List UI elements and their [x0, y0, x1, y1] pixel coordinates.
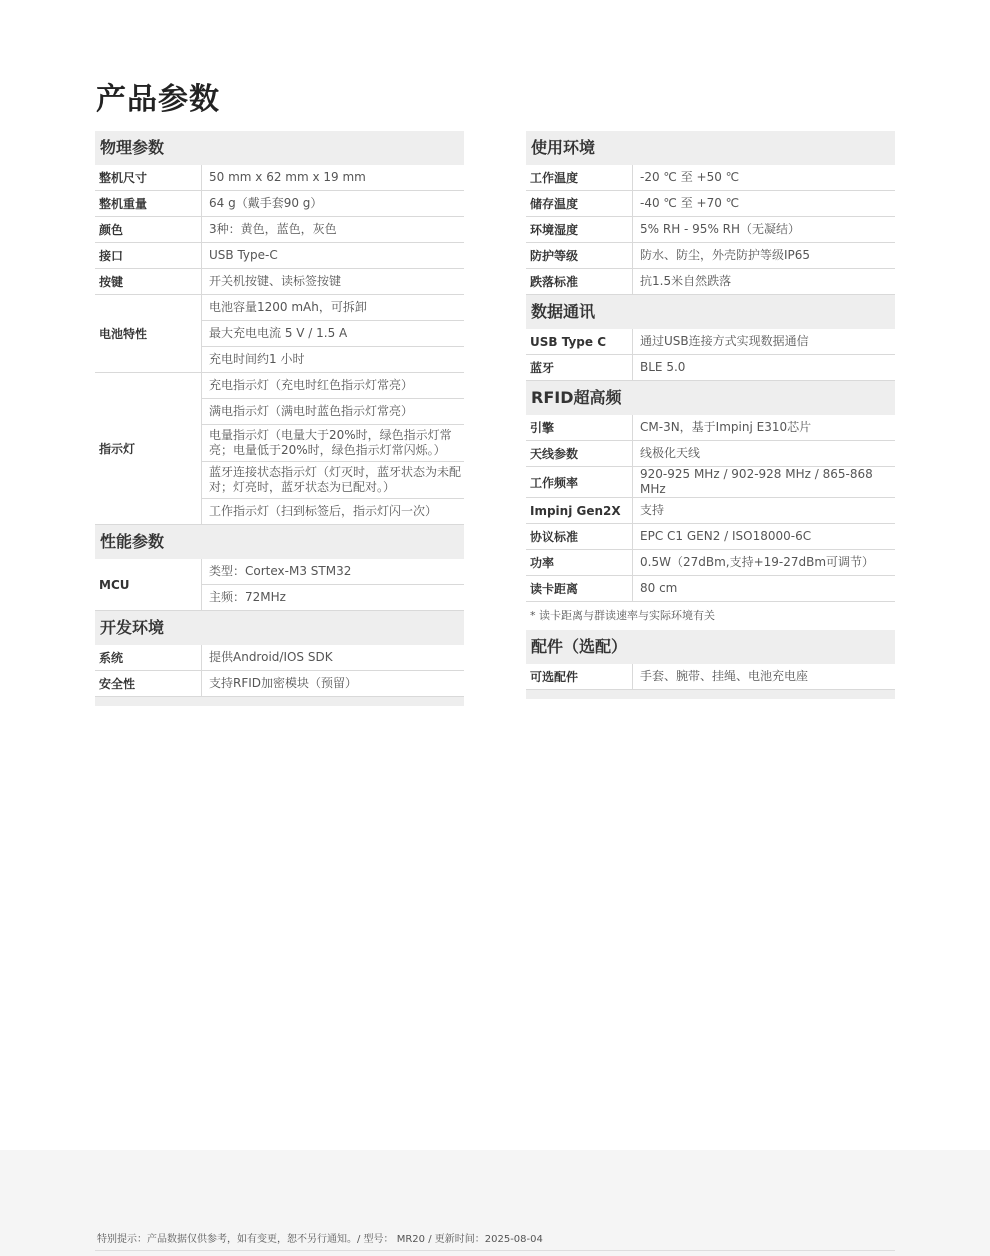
- accessories-spec-table: [526, 664, 895, 690]
- table-row: [526, 269, 895, 295]
- spec-value: EPC C1 GEN2 / ISO18000-6C: [633, 524, 896, 550]
- spec-key: 接口: [95, 243, 202, 269]
- spec-key: 跌落标准: [526, 269, 633, 295]
- spec-value: 50 mm x 62 mm x 19 mm: [202, 165, 465, 191]
- section-end-bar: [95, 697, 464, 706]
- table-row: [95, 269, 464, 295]
- spec-value: 支持: [633, 498, 896, 524]
- table-row: [526, 329, 895, 355]
- table-row: [526, 217, 895, 243]
- spec-value: 80 cm: [633, 576, 896, 602]
- table-row: [95, 243, 464, 269]
- table-row: [526, 165, 895, 191]
- table-row: [526, 524, 895, 550]
- table-row: [95, 645, 464, 671]
- spec-key: MCU: [95, 559, 202, 611]
- section-end-bar: [526, 690, 895, 699]
- spec-key: 整机尺寸: [95, 165, 202, 191]
- section-title-performance: 性能参数: [95, 525, 464, 559]
- spec-value: 920-925 MHz / 902-928 MHz / 865-868 MHz: [633, 467, 896, 498]
- spec-value: 充电指示灯（充电时红色指示灯常亮）: [202, 373, 465, 399]
- spec-value: 电池容量1200 mAh，可拆卸: [202, 295, 465, 321]
- spec-key: 系统: [95, 645, 202, 671]
- rfid-note: * 读卡距离与群读速率与实际环境有关: [530, 609, 715, 622]
- physical-spec-table: [95, 165, 464, 525]
- table-row: [95, 191, 464, 217]
- right-column: [526, 131, 895, 699]
- spec-value: 类型：Cortex-M3 STM32: [202, 559, 465, 585]
- spec-key: 工作频率: [526, 467, 633, 498]
- dev-spec-table: [95, 645, 464, 697]
- table-row: [95, 217, 464, 243]
- table-row: [526, 550, 895, 576]
- spec-value: 提供Android/IOS SDK: [202, 645, 465, 671]
- table-row: [95, 671, 464, 697]
- spec-key: 协议标准: [526, 524, 633, 550]
- rfid-spec-table: [526, 415, 895, 602]
- footer-divider: [95, 1250, 895, 1251]
- spec-key: 颜色: [95, 217, 202, 243]
- table-row: [526, 355, 895, 381]
- spec-value: BLE 5.0: [633, 355, 896, 381]
- spec-value: 手套、腕带、挂绳、电池充电座: [633, 664, 896, 690]
- spec-key: 防护等级: [526, 243, 633, 269]
- spec-value: 充电时间约1 小时: [202, 347, 465, 373]
- spec-key: 天线参数: [526, 441, 633, 467]
- spec-value: 防水、防尘，外壳防护等级IP65: [633, 243, 896, 269]
- spec-value: 通过USB连接方式实现数据通信: [633, 329, 896, 355]
- footer: [0, 1150, 990, 1256]
- spec-value: 支持RFID加密模块（预留）: [202, 671, 465, 697]
- performance-spec-table: [95, 559, 464, 611]
- spec-key: 安全性: [95, 671, 202, 697]
- section-title-dev: 开发环境: [95, 611, 464, 645]
- spec-value: 主频：72MHz: [202, 585, 465, 611]
- spec-value: 线极化天线: [633, 441, 896, 467]
- table-row: [95, 165, 464, 191]
- comm-spec-table: [526, 329, 895, 381]
- footer-notice: 特别提示：产品数据仅供参考，如有变更，恕不另行通知。/ 型号： MR20 / 更新时间：2025-08-04: [97, 1234, 543, 1245]
- table-row: [526, 191, 895, 217]
- table-row: [526, 243, 895, 269]
- spec-key: 可选配件: [526, 664, 633, 690]
- spec-key: 环境湿度: [526, 217, 633, 243]
- spec-value: 64 g（戴手套90 g）: [202, 191, 465, 217]
- spec-value: 抗1.5米自然跌落: [633, 269, 896, 295]
- spec-key: Impinj Gen2X: [526, 498, 633, 524]
- section-title-accessories: 配件（选配）: [526, 630, 895, 664]
- spec-value: 5% RH - 95% RH（无凝结）: [633, 217, 896, 243]
- spec-key: USB Type C: [526, 329, 633, 355]
- spec-key: 功率: [526, 550, 633, 576]
- section-title-physical: 物理参数: [95, 131, 464, 165]
- spec-value: 3种：黄色，蓝色，灰色: [202, 217, 465, 243]
- section-title-comm: 数据通讯: [526, 295, 895, 329]
- table-row: [526, 498, 895, 524]
- section-title-env: 使用环境: [526, 131, 895, 165]
- spec-value: 满电指示灯（满电时蓝色指示灯常亮）: [202, 399, 465, 425]
- spec-value: 开关机按键、读标签按键: [202, 269, 465, 295]
- spec-key: 指示灯: [95, 373, 202, 525]
- spec-key: 工作温度: [526, 165, 633, 191]
- spec-key: 电池特性: [95, 295, 202, 373]
- spec-key: 蓝牙: [526, 355, 633, 381]
- spec-value: 最大充电电流 5 V / 1.5 A: [202, 321, 465, 347]
- spec-value: CM-3N，基于Impinj E310芯片: [633, 415, 896, 441]
- section-title-rfid: RFID超高频: [526, 381, 895, 415]
- left-column: [95, 131, 464, 706]
- spec-value: 电量指示灯（电量大于20%时，绿色指示灯常亮；电量低于20%时，绿色指示灯常闪烁。）: [202, 425, 465, 462]
- spec-key: 储存温度: [526, 191, 633, 217]
- spec-key: 读卡距离: [526, 576, 633, 602]
- spec-value: USB Type-C: [202, 243, 465, 269]
- spec-value: 0.5W（27dBm,支持+19-27dBm可调节）: [633, 550, 896, 576]
- table-row: [526, 415, 895, 441]
- table-row: [526, 664, 895, 690]
- table-row: [526, 576, 895, 602]
- spec-value: -40 ℃ 至 +70 ℃: [633, 191, 896, 217]
- spec-value: 工作指示灯（扫到标签后，指示灯闪一次）: [202, 499, 465, 525]
- table-row: [95, 559, 464, 585]
- spec-key: 整机重量: [95, 191, 202, 217]
- table-row: [526, 467, 895, 498]
- spec-value: -20 ℃ 至 +50 ℃: [633, 165, 896, 191]
- spec-key: 引擎: [526, 415, 633, 441]
- env-spec-table: [526, 165, 895, 295]
- table-row: [95, 295, 464, 321]
- spec-value: 蓝牙连接状态指示灯（灯灭时，蓝牙状态为未配对；灯亮时，蓝牙状态为已配对。）: [202, 462, 465, 499]
- table-row: [526, 441, 895, 467]
- page-title: 产品参数: [96, 82, 220, 117]
- spec-key: 按键: [95, 269, 202, 295]
- table-row: [95, 373, 464, 399]
